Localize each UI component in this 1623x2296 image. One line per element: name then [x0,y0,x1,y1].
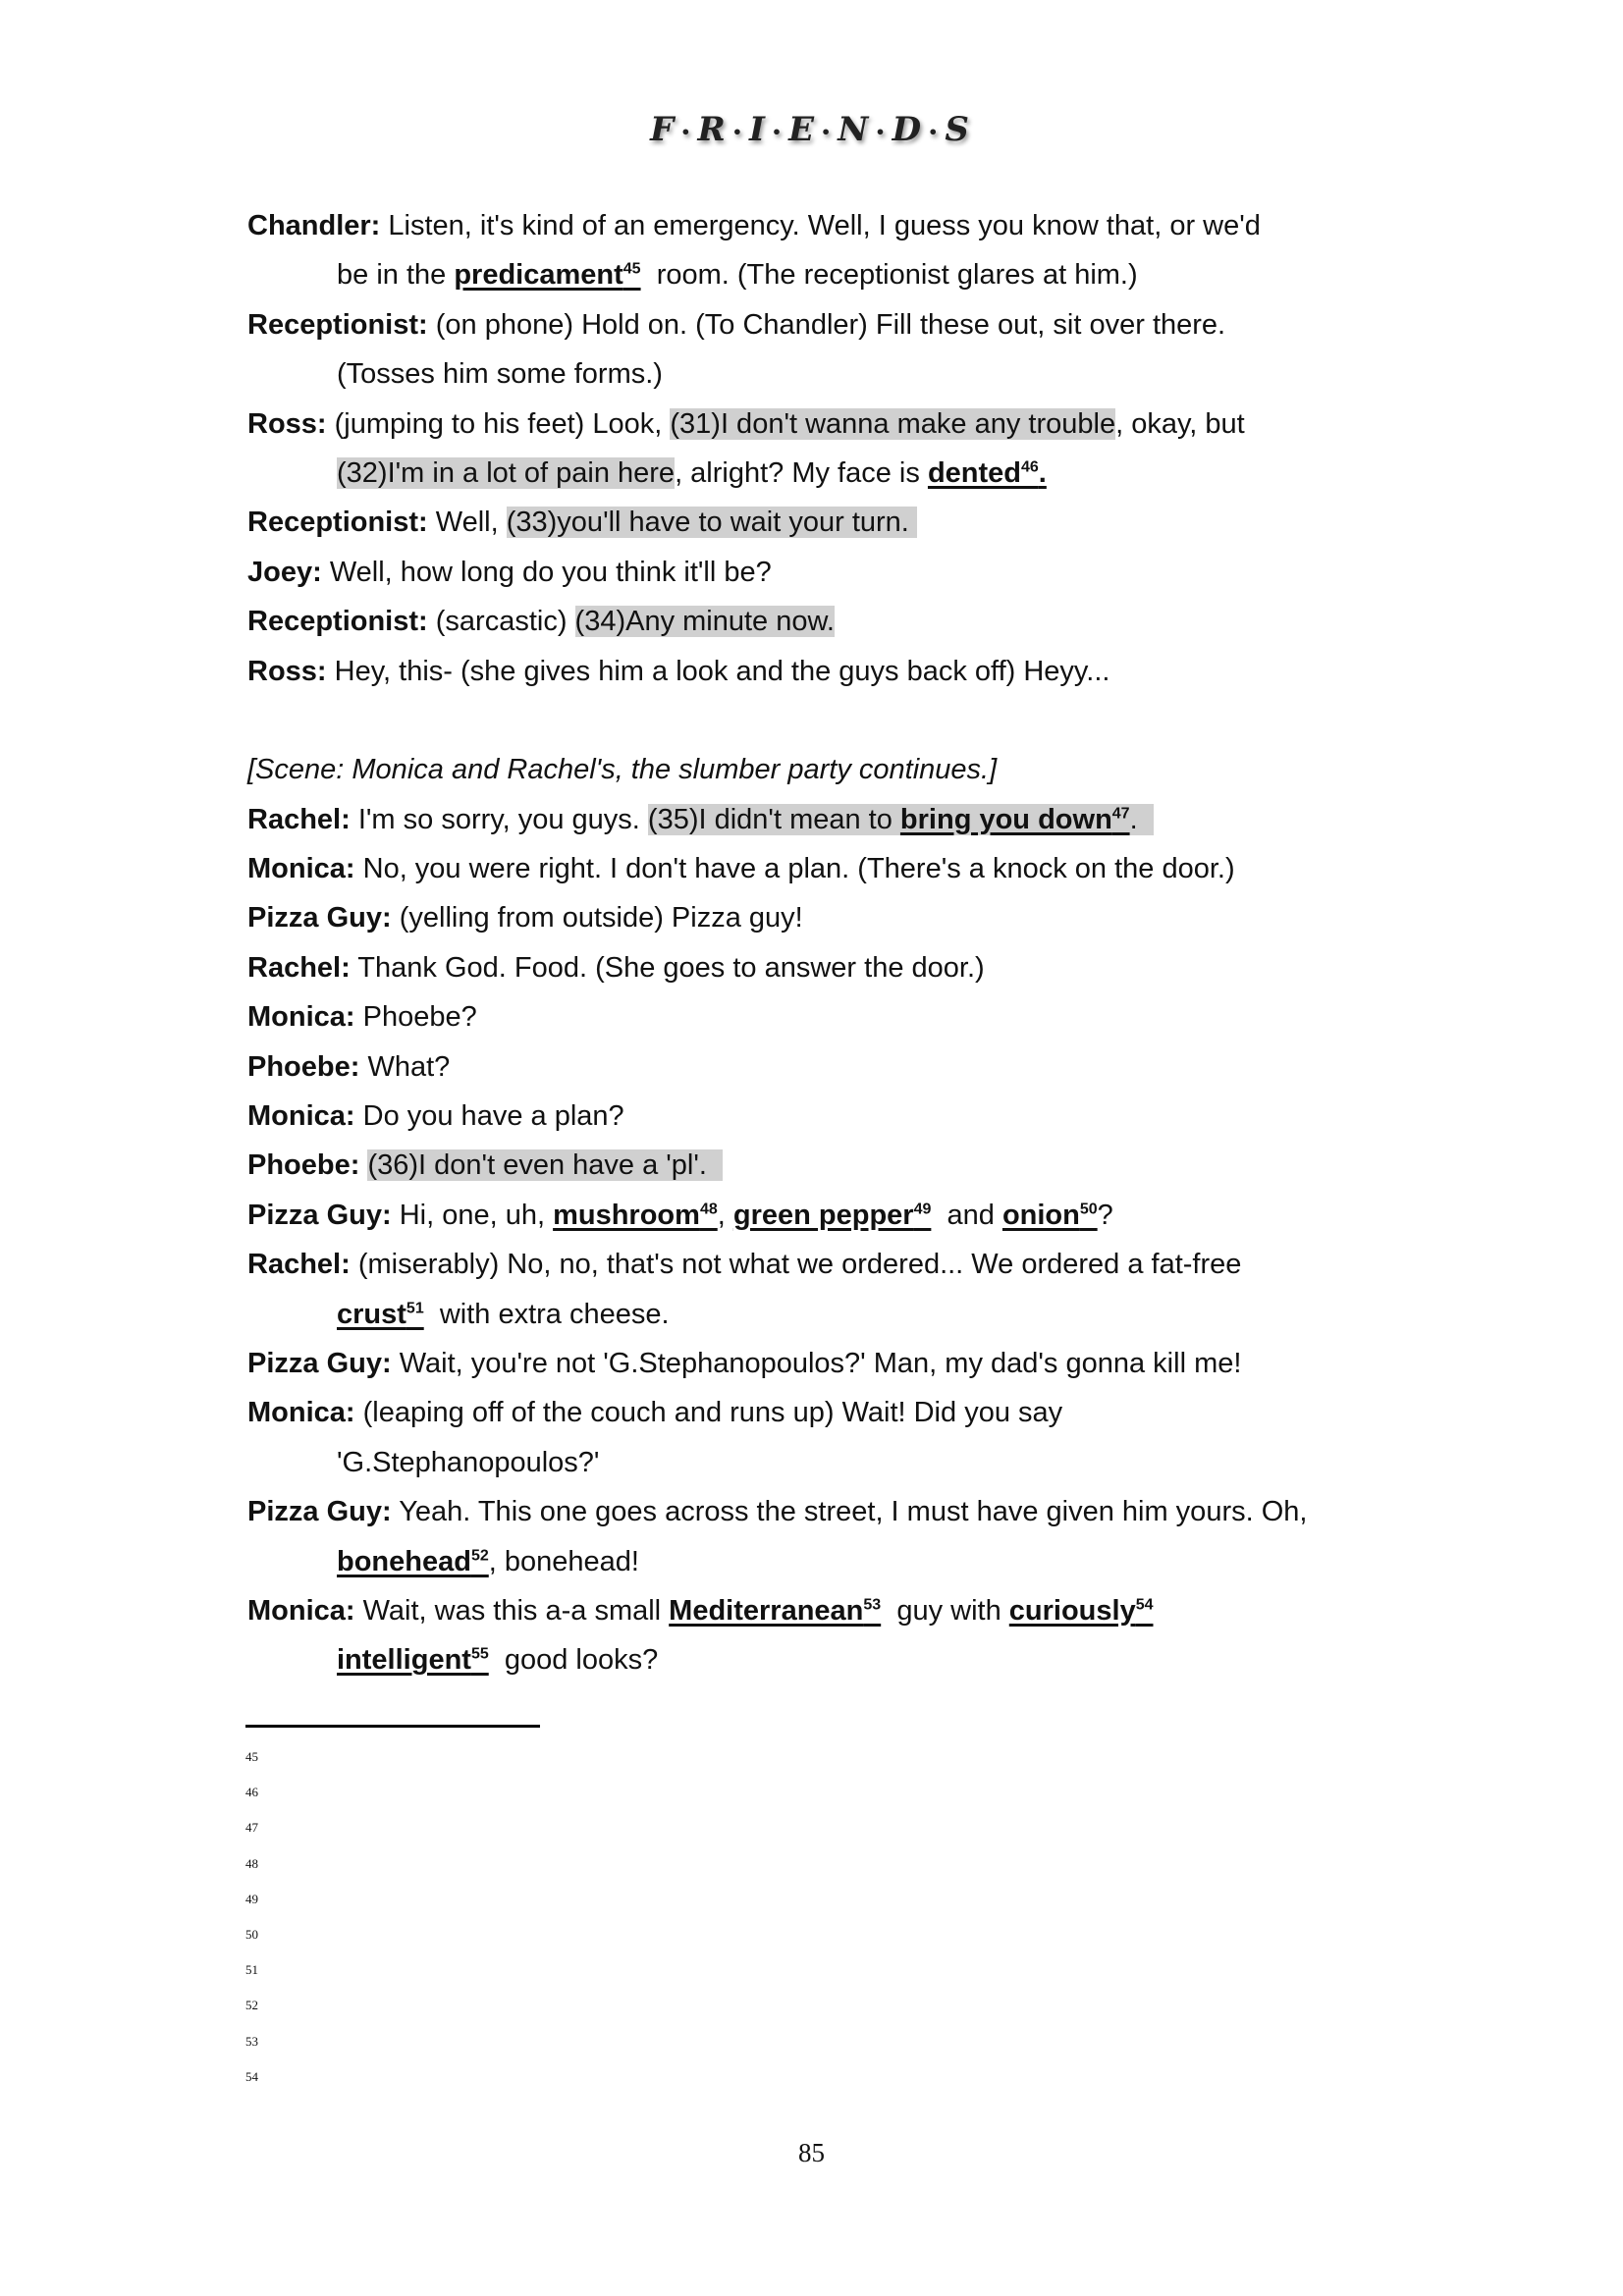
segment-text: Mediterranean [669,1594,864,1627]
speaker-name: Receptionist: [247,606,428,638]
vocab-word [669,1595,881,1627]
segment-text: Wait, you're not 'G.Stephanopoulos?' Man, my dad's gonna kill me! [391,1347,1242,1379]
highlighted-sentence [507,507,917,538]
footnote-ref[interactable]: 48 [699,1201,718,1218]
footnote-number: 46 [245,1785,258,1800]
speaker-name: Monica: [247,1594,355,1627]
footnote-divider [245,1725,540,1728]
script-body [247,201,1426,1685]
vocab-word [337,1644,489,1676]
segment-text: dented [927,456,1021,489]
footnote-ref[interactable]: 54 [1135,1596,1154,1614]
dialogue-line [247,1141,1426,1190]
speaker-name: Ross: [247,407,327,440]
segment-text: Do you have a plan? [354,1100,624,1133]
footnote-number: 48 [245,1855,258,1871]
page-number: 85 [798,2138,825,2167]
segment-text: Thank God. Food. (She goes to answer the door.) [350,951,985,984]
line-text [392,1496,1308,1527]
highlighted-sentence [337,457,675,489]
segment-text: bring you down [899,803,1112,835]
speaker-name: Receptionist: [247,507,428,539]
footnote-number: 47 [245,1820,258,1836]
line-text [355,853,1235,884]
dialogue-line [247,992,1426,1041]
line-text [428,606,575,637]
dialogue-line [247,498,1426,547]
segment-text: , [717,1199,733,1231]
dialogue-line [247,943,1426,992]
line-text [489,1546,639,1577]
blank-line [247,696,1426,745]
logo-dot: • [875,122,890,141]
dialogue-line [247,893,1426,942]
logo-letter: I [748,110,769,149]
speaker-name: Chandler: [247,210,381,241]
dialogue-line [247,1092,1426,1141]
line-text [392,1200,553,1231]
line-text [337,259,454,291]
vocab-word [928,457,1039,489]
vocab-word [1002,1200,1098,1231]
line-text [641,259,1138,291]
line-text [247,754,997,785]
dialogue-line [247,400,1426,449]
footnote-ref[interactable]: 46 [1021,458,1039,476]
logo-letter: D [892,110,926,149]
segment-text: , okay, but [1115,407,1245,440]
line-text [355,1001,477,1033]
logo-dot: • [928,122,943,141]
segment-text: (miserably) No, no, that's not what we ordered... We ordered a fat-free [350,1249,1242,1281]
line-text [351,952,985,984]
footnote-ref[interactable]: 52 [470,1546,489,1564]
segment-text: ? [1097,1199,1113,1231]
footnote-ref[interactable]: 55 [470,1645,489,1663]
line-text [322,557,772,588]
line-text [428,309,1225,341]
footnote-ref[interactable]: 49 [913,1201,932,1218]
speaker-name: Ross: [247,655,327,687]
segment-text: room. (The receptionist glares at him.) [640,259,1138,292]
footnote-ref[interactable]: 53 [863,1596,882,1614]
segment-text: What? [359,1050,451,1083]
line-text [424,1299,670,1330]
segment-text: mushroom [553,1199,700,1231]
speaker-name: Monica: [247,1001,355,1034]
vocab-word [454,259,640,291]
line-text [428,507,507,538]
segment-text: . [1129,803,1154,835]
footnote-number: 54 [245,2068,258,2084]
speaker-name: Pizza Guy: [247,902,392,934]
segment-text: with extra cheese. [423,1298,670,1330]
vocab-word [337,1546,489,1577]
line-text [355,1397,1063,1428]
dialogue-line [247,597,1426,646]
line-text [380,210,1261,241]
vocab-word [553,1200,718,1231]
dialogue-line [247,795,1426,844]
line-text [355,1100,624,1132]
segment-text: . [1038,456,1047,489]
segment-text: guy with [881,1594,1009,1627]
speaker-name: Joey: [247,556,322,588]
friends-logo [0,110,1623,149]
segment-text: (Tosses him some forms.) [337,358,663,391]
logo-dot: • [771,122,786,141]
segment-text: Well, [427,507,507,539]
dialogue-line [247,647,1426,696]
vocab-word [733,1200,932,1231]
logo-dot: • [731,122,746,141]
line-text [327,656,1110,687]
vocab-word [1039,457,1047,489]
footnote-number: 49 [245,1891,258,1906]
segment-text: Hi, one, uh, [391,1199,554,1231]
segment-text: (32)I'm in a lot of pain here [337,456,676,489]
highlighted-sentence [670,408,1115,440]
speaker-name: Phoebe: [247,1149,360,1182]
dialogue-line [247,1290,1426,1339]
dialogue-line [247,300,1426,349]
footnote-ref[interactable]: 50 [1079,1201,1098,1218]
speaker-name: Pizza Guy: [247,1199,392,1231]
vocab-word [1009,1595,1154,1627]
footnotes [245,1749,258,2105]
speaker-name: Pizza Guy: [247,1496,392,1528]
segment-text: good looks? [488,1644,659,1677]
logo-dot: • [821,122,836,141]
footnote-number: 45 [245,1749,258,1764]
segment-text: (leaping off of the couch and runs up) Wait! Did you say [354,1397,1063,1429]
segment-text: , bonehead! [488,1545,639,1577]
line-text [931,1200,1002,1231]
segment-text: , alright? My face is [675,456,928,489]
segment-text: (yelling from outside) Pizza guy! [391,902,803,934]
speaker-name: Phoebe: [247,1050,360,1083]
segment-text: green pepper [732,1199,914,1231]
line-text [675,457,928,489]
segment-text: crust [337,1298,406,1330]
speaker-name: Rachel: [247,803,351,835]
dialogue-line [247,250,1426,299]
speaker-name: Monica: [247,853,355,885]
logo-letter: N [838,110,873,149]
segment-text: intelligent [337,1644,471,1677]
dialogue-line [247,1339,1426,1388]
line-text [337,1447,599,1478]
dialogue-line [247,1388,1426,1437]
footnote-ref[interactable]: 45 [622,260,641,278]
speaker-name: Monica: [247,1397,355,1429]
line-text [881,1595,1009,1627]
dialogue-line [247,1635,1426,1684]
dialogue-line [247,1042,1426,1092]
highlighted-sentence [575,606,835,637]
line-text [718,1200,733,1231]
segment-text: I'm so sorry, you guys. [350,803,648,835]
dialogue-line [247,1191,1426,1240]
footnote-number: 52 [245,1998,258,2013]
dialogue-line [247,449,1426,498]
highlighted-sentence [648,804,900,835]
segment-text: predicament [454,259,623,292]
dialogue-line [247,844,1426,893]
footnote-number: 53 [245,2033,258,2049]
line-text [392,902,803,934]
segment-text: (33)you'll have to wait your turn. [506,507,917,539]
segment-text: (jumping to his feet) Look, [326,407,671,440]
line-text [489,1644,659,1676]
dialogue-line [247,201,1426,250]
segment-text: (sarcastic) [427,606,575,638]
line-text [327,408,671,440]
footnote-ref[interactable]: 51 [406,1299,424,1316]
stage-direction [247,745,1426,794]
segment-text: (34)Any minute now. [574,606,835,638]
speaker-name: Receptionist: [247,308,428,341]
dialogue-line [247,1240,1426,1289]
footnote-number: 50 [245,1926,258,1942]
line-text [392,1348,1242,1379]
speaker-name: Monica: [247,1100,355,1133]
segment-text: No, you were right. I don't have a plan. (There's a knock on the door.) [354,853,1235,885]
vocab-word [337,1299,424,1330]
segment-text: Listen, it's kind of an emergency. Well, I guess you know that, or we'd [380,210,1261,241]
segment-text: Hey, this- (she gives him a look and the guys back off) Heyy... [326,655,1110,687]
line-text [1098,1200,1113,1231]
footnote-ref[interactable]: 47 [1111,805,1130,823]
dialogue-line [247,1537,1426,1586]
line-text [355,1595,670,1627]
segment-text: (35)I didn't mean to [647,803,900,835]
dialogue-line [247,349,1426,399]
footnote-number: 51 [245,1962,258,1978]
logo-letter: R [697,110,730,149]
highlighted-sentence [367,1149,723,1181]
dialogue-line [247,1586,1426,1635]
segment-text: onion [1001,1199,1080,1231]
line-text [1115,408,1245,440]
logo-dot: • [680,122,695,141]
segment-text: [Scene: Monica and Rachel's, the slumber party continues.] [247,754,998,786]
logo-letter: S [945,110,973,149]
logo-letter: E [788,110,819,149]
segment-text: be in the [337,259,455,292]
dialogue-line [247,548,1426,597]
segment-text: bonehead [337,1545,471,1577]
dialogue-line [247,1438,1426,1487]
segment-text: and [931,1199,1002,1231]
segment-text: Yeah. This one goes across the street, I must have given him yours. Oh, [391,1496,1308,1528]
highlighted-sentence [1130,804,1154,835]
segment-text: (on phone) Hold on. (To Chandler) Fill these out, sit over there. [427,308,1226,341]
segment-text: (31)I don't wanna make any trouble [670,407,1116,440]
vocab-word [900,804,1130,835]
speaker-name: Rachel: [247,951,351,984]
segment-text: (36)I don't even have a 'pl'. [367,1149,724,1182]
segment-text: Well, how long do you think it'll be? [321,556,772,588]
line-text [351,804,648,835]
line-text [351,1249,1242,1280]
segment-text: Phoebe? [354,1001,477,1034]
speaker-name: Rachel: [247,1249,351,1281]
dialogue-line [247,1487,1426,1536]
line-text [337,358,663,390]
segment-text: curiously [1008,1594,1136,1627]
line-text [359,1051,450,1083]
segment-text: 'G.Stephanopoulos?' [337,1446,600,1478]
speaker-name: Pizza Guy: [247,1347,392,1379]
logo-letter: F [650,110,678,149]
segment-text: Wait, was this a-a small [354,1594,670,1627]
